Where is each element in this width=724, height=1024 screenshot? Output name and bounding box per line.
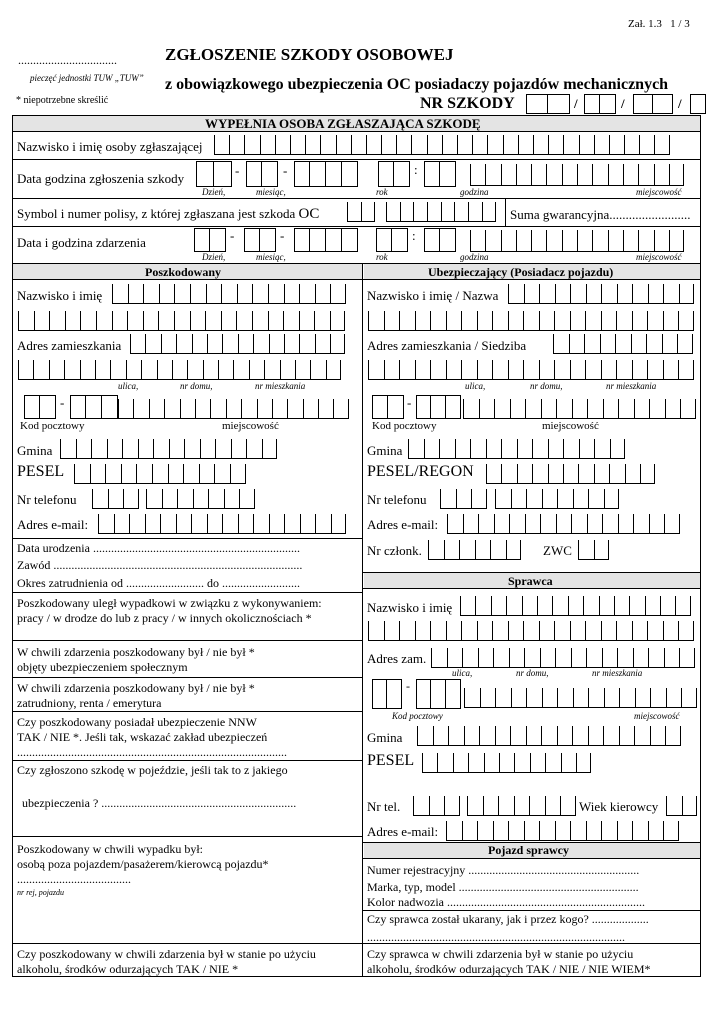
divider (12, 592, 362, 593)
event-month-input[interactable] (244, 228, 276, 252)
postal-label: Kod pocztowy (20, 420, 85, 432)
report-day-input[interactable] (196, 161, 232, 187)
insured-email-input[interactable] (447, 514, 680, 534)
divider (12, 943, 362, 944)
insured-gmina-input[interactable] (408, 439, 625, 459)
reporter-name-input[interactable] (214, 135, 670, 155)
nnw-dots[interactable]: .......................................................................................... (17, 745, 287, 759)
sub-day: Dzień, (202, 187, 226, 197)
vehicle-question-1: Czy zgłoszono szkodę w pojeździe, jeśli tak to z jakiego (17, 763, 288, 777)
driver-age-input[interactable] (666, 796, 697, 816)
injured-section-title: Poszkodowany (145, 265, 222, 279)
insured-phone-label: Nr telefonu (367, 492, 427, 507)
injured-phone-label: Nr telefonu (17, 492, 77, 507)
event-date-label: Data i godzina zdarzenia (17, 235, 146, 250)
dash: - (283, 163, 288, 178)
member-number-label: Nr członk. (367, 543, 422, 558)
claim-number-boxes-2[interactable] (584, 94, 616, 114)
job-field[interactable]: Zawód ................................................................................... (17, 558, 303, 572)
insured-name-input-2[interactable] (368, 311, 694, 331)
injured-gmina-label: Gmina (17, 443, 53, 458)
sub-flat: nr mieszkania (606, 381, 657, 391)
injured-alcohol-question-1: Czy poszkodowany w chwili zdarzenia był w stanie po użyciu (17, 947, 316, 961)
perpetrator-name-label: Nazwisko i imię (367, 600, 453, 615)
divider (12, 760, 362, 761)
sub-month: miesiąc, (256, 252, 286, 262)
colon: : (414, 162, 418, 177)
event-hour-input[interactable] (376, 228, 408, 252)
sub-year: rok (376, 252, 388, 262)
divider (12, 279, 701, 280)
sub-place: miejscowość (636, 187, 682, 197)
stamp-label: pieczęć jednostki TUW „TUW” (30, 73, 144, 83)
injured-email-input[interactable] (98, 514, 346, 534)
claim-number-boxes-1[interactable] (526, 94, 570, 114)
divider (12, 677, 362, 678)
claim-number-label: NR SZKODY (420, 95, 515, 112)
report-place-input[interactable] (470, 164, 684, 186)
policy-series-input[interactable] (347, 202, 375, 222)
divider (362, 910, 701, 911)
divider (12, 159, 701, 160)
report-month-input[interactable] (246, 161, 278, 187)
social-question-1[interactable]: W chwili zdarzenia poszkodowany był / nie był * (17, 645, 255, 659)
nnw-question-1: Czy poszkodowany posiadał ubezpieczenie NNW (17, 715, 257, 729)
dash: - (235, 163, 240, 178)
sub-day: Dzień, (202, 252, 226, 262)
divider (505, 199, 506, 226)
perpetrator-pesel-input[interactable] (422, 753, 591, 773)
stamp-dots: ................................. (18, 53, 117, 67)
claim-number-boxes-3[interactable] (633, 94, 673, 114)
event-year-input[interactable] (294, 228, 358, 252)
zwc-label: ZWC (543, 543, 572, 558)
injured-address-label: Adres zamieszkania (17, 338, 122, 353)
dash: - (407, 395, 412, 410)
sub-house: nr domu, (516, 668, 549, 678)
divider (12, 711, 362, 712)
role-dots[interactable]: ...................................... (17, 872, 131, 886)
social-question-2: objęty ubezpieczeniem społecznym (17, 660, 188, 674)
event-place-input[interactable] (470, 230, 684, 252)
dash: - (60, 395, 65, 410)
divider (12, 198, 701, 199)
perpetrator-alcohol-question-2[interactable]: alkoholu, środków odurzających TAK / NIE / NIE WIEM* (367, 962, 651, 976)
perpetrator-phone-label: Nr tel. (367, 799, 401, 814)
sub-street: ulica, (465, 381, 486, 391)
perpetrator-city-input[interactable] (464, 688, 697, 708)
insured-pesel-input[interactable] (486, 464, 655, 484)
injured-postal-1[interactable] (24, 395, 56, 419)
postal-label: Kod pocztowy (372, 420, 437, 432)
role-sub: nr rej, pojazdu (17, 888, 65, 897)
insured-address-label: Adres zamieszkania / Siedziba (367, 338, 527, 353)
divider (12, 836, 362, 837)
perpetrator-section-title: Sprawca (508, 574, 553, 588)
divider (362, 588, 701, 589)
insured-section-title: Ubezpieczający (Posiadacz pojazdu) (428, 265, 614, 279)
role-question-1: Poszkodowany w chwili wypadku był: (17, 842, 203, 856)
form-title: ZGŁOSZENIE SZKODY OSOBOWEJ (165, 45, 454, 64)
injured-name-label: Nazwisko i imię (17, 288, 103, 303)
dash: - (280, 228, 285, 243)
city-label: miejscowość (634, 711, 680, 721)
reporter-section-title: WYPEŁNIA OSOBA ZGŁASZAJĄCA SZKODĘ (205, 116, 481, 131)
member-number-input[interactable] (428, 540, 521, 560)
sub-hour: godzina (460, 187, 489, 197)
sub-month: miesiąc, (256, 187, 286, 197)
sub-house: nr domu, (180, 381, 213, 391)
city-label: miejscowość (222, 420, 279, 432)
insured-address-input-2[interactable] (368, 360, 694, 380)
divider (12, 226, 701, 227)
report-year-input[interactable] (294, 161, 358, 187)
injured-city-input[interactable] (118, 399, 349, 419)
perpetrator-name-input-2[interactable] (368, 621, 694, 641)
policy-number-input[interactable] (386, 202, 496, 222)
injured-address-input-1[interactable] (130, 334, 345, 354)
injured-email-label: Adres e-mail: (17, 517, 89, 532)
employed-question-1[interactable]: W chwili zdarzenia poszkodowany był / nie był * (17, 681, 255, 695)
insured-address-input-1[interactable] (553, 334, 693, 354)
claim-number-boxes-4[interactable] (690, 94, 706, 114)
punish-question[interactable]: Czy sprawca został ukarany, jak i przez kogo? ................... (367, 912, 649, 926)
injured-alcohol-question-2[interactable]: alkoholu, środków odurzających TAK / NIE * (17, 962, 239, 976)
insured-postal-2[interactable] (416, 395, 461, 419)
perpetrator-email-label: Adres e-mail: (367, 824, 439, 839)
divider (12, 640, 362, 641)
divider (362, 943, 701, 944)
insured-phone-prefix[interactable] (440, 489, 487, 509)
insured-name-label: Nazwisko i imię / Nazwa (367, 288, 499, 303)
perpetrator-gmina-label: Gmina (367, 730, 403, 745)
perpetrator-phone-prefix[interactable] (413, 796, 460, 816)
punish-dots[interactable]: ...................................................................................... (367, 930, 625, 944)
vehicle-reg-field[interactable]: Numer rejestracyjny ......................................................... (367, 863, 640, 877)
dash: - (406, 679, 410, 693)
zwc-input[interactable] (578, 540, 609, 560)
insured-pesel-label: PESEL/REGON (367, 463, 474, 480)
form-subtitle: z obowiązkowego ubezpieczenia OC posiadaczy pojazdów mechanicznych (165, 76, 669, 93)
insured-gmina-label: Gmina (367, 443, 403, 458)
divider (12, 131, 701, 132)
vehicle-make-field[interactable]: Marka, typ, model ............................................................ (367, 880, 639, 894)
accident-question-2[interactable]: pracy / w drodze do lub z pracy / w innych okolicznościach * (17, 611, 312, 625)
injured-name-input-1[interactable] (112, 284, 346, 304)
sub-street: ulica, (118, 381, 139, 391)
driver-age-label: Wiek kierowcy (579, 799, 659, 814)
attachment-label: Zał. 1.3 1 / 3 (628, 18, 690, 30)
sub-flat: nr mieszkania (592, 668, 643, 678)
vehicle-section-title: Pojazd sprawcy (488, 843, 569, 857)
sum-guarantee-label: Suma gwarancyjna......................... (510, 207, 691, 222)
sub-street: ulica, (452, 668, 473, 678)
policy-label: Symbol i numer polisy, z której zgłaszana jest szkoda OC (17, 206, 320, 222)
dash: - (230, 228, 235, 243)
employed-question-2[interactable]: zatrudniony, renta / emerytura (17, 696, 162, 710)
vehicle-color-field[interactable]: Kolor nadwozia .................................................................. (367, 895, 645, 909)
perpetrator-alcohol-question-1: Czy sprawca w chwili zdarzenia był w stanie po użyciu (367, 947, 634, 961)
injured-gmina-input[interactable] (60, 439, 277, 459)
injured-address-input-2[interactable] (18, 360, 341, 380)
perpetrator-postal-2[interactable] (416, 679, 461, 709)
city-label: miejscowość (542, 420, 599, 432)
perpetrator-postal-1[interactable] (372, 679, 402, 709)
report-hour-input[interactable] (378, 161, 410, 187)
sub-year: rok (376, 187, 388, 197)
injured-postal-2[interactable] (70, 395, 118, 419)
insured-name-input-1[interactable] (508, 284, 694, 304)
perpetrator-address-input[interactable] (431, 648, 695, 668)
claim-slash-1: / (574, 96, 578, 111)
column-divider (362, 264, 363, 977)
injured-phone-input[interactable] (146, 489, 255, 509)
injured-pesel-input[interactable] (74, 464, 246, 484)
divider (362, 858, 701, 859)
injured-name-input-2[interactable] (18, 311, 345, 331)
claim-slash-2: / (621, 96, 625, 111)
insured-postal-1[interactable] (372, 395, 404, 419)
birth-date-field[interactable]: Data urodzenia ..................................................................... (17, 541, 300, 555)
colon: : (412, 228, 416, 243)
sub-hour: godzina (460, 252, 489, 262)
sub-place: miejscowość (636, 252, 682, 262)
vehicle-question-2[interactable]: ubezpieczenia ? ................................................................. (22, 796, 297, 810)
sub-flat: nr mieszkania (255, 381, 306, 391)
perpetrator-phone-input[interactable] (467, 796, 576, 816)
insured-phone-input[interactable] (495, 489, 619, 509)
postal-label: Kod pocztowy (392, 711, 443, 721)
perpetrator-pesel-label: PESEL (367, 752, 415, 769)
nnw-question-2[interactable]: TAK / NIE *. Jeśli tak, wskazać zakład ubezpieczeń (17, 730, 268, 744)
report-date-label: Data godzina zgłoszenia szkody (17, 171, 185, 186)
strike-note: * niepotrzebne skreślić (16, 95, 109, 106)
perpetrator-email-input[interactable] (446, 821, 679, 841)
event-day-input[interactable] (194, 228, 226, 252)
perpetrator-name-input-1[interactable] (460, 596, 691, 616)
insured-email-label: Adres e-mail: (367, 517, 439, 532)
divider (12, 538, 362, 539)
role-question-2[interactable]: osobą poza pojazdem/pasażerem/kierowcą pojazdu* (17, 857, 269, 871)
claim-slash-3: / (678, 96, 682, 111)
insured-city-input[interactable] (463, 399, 696, 419)
perpetrator-address-label: Adres zam. (367, 651, 427, 666)
injured-phone-prefix[interactable] (92, 489, 139, 509)
employment-field[interactable]: Okres zatrudnienia od .......................... do .......................... (17, 576, 300, 590)
injured-pesel-label: PESEL (17, 463, 65, 480)
perpetrator-gmina-input[interactable] (417, 726, 681, 746)
sub-house: nr domu, (530, 381, 563, 391)
event-minute-input[interactable] (424, 228, 456, 252)
report-minute-input[interactable] (424, 161, 456, 187)
accident-question-1: Poszkodowany uległ wypadkowi w związku z wykonywaniem: (17, 596, 322, 610)
reporter-name-label: Nazwisko i imię osoby zgłaszającej (17, 139, 203, 154)
